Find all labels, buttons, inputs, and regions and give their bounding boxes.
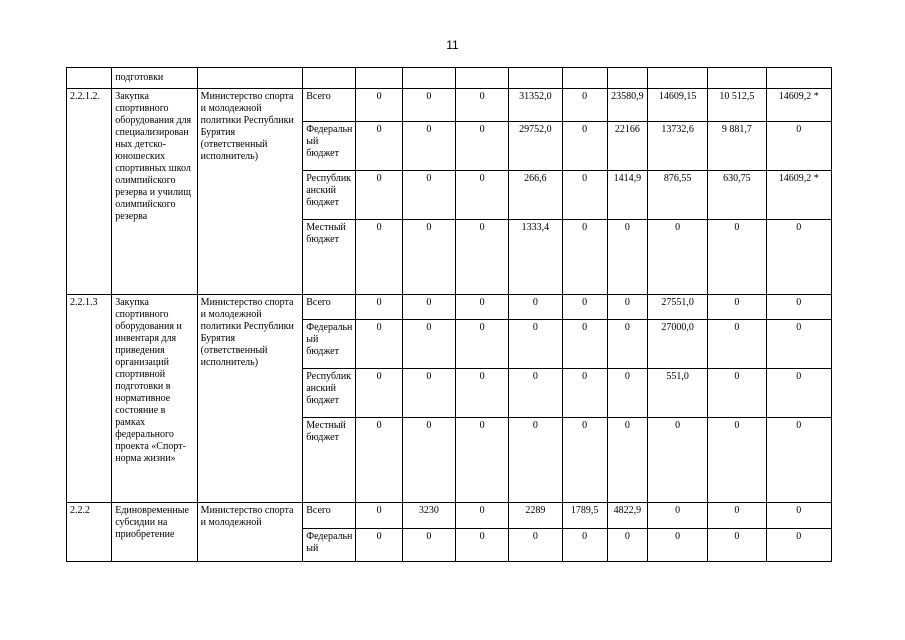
funding-source: Всего <box>303 295 356 320</box>
value-cell: 0 <box>562 418 607 503</box>
value-cell: 0 <box>402 171 455 220</box>
value-cell: 0 <box>766 220 831 295</box>
value-cell: 0 <box>402 418 455 503</box>
section-name: Закупка спортивного оборудования для специализированных детско-юношеских спортивных школ олимпийского резерва и училищ олимпийского резерва <box>112 89 197 295</box>
cont-name-cell: подготовки <box>112 68 197 89</box>
value-cell: 0 <box>455 503 508 529</box>
value-cell: 0 <box>708 295 766 320</box>
value-cell: 0 <box>402 122 455 171</box>
section-executor: Министерство спорта и молодежной политики Республики Бурятия (ответственный исполнитель) <box>197 89 303 295</box>
value-cell: 1333,4 <box>509 220 562 295</box>
value-cell: 0 <box>356 122 402 171</box>
value-cell: 0 <box>402 369 455 418</box>
value-cell: 0 <box>607 295 647 320</box>
value-cell: 0 <box>402 220 455 295</box>
value-cell: 0 <box>647 529 707 562</box>
value-cell: 0 <box>708 529 766 562</box>
value-cell: 0 <box>356 89 402 122</box>
page-number: 11 <box>446 38 459 52</box>
value-cell: 0 <box>766 122 831 171</box>
value-cell: 0 <box>356 418 402 503</box>
value-cell: 9 881,7 <box>708 122 766 171</box>
value-cell: 0 <box>509 369 562 418</box>
value-cell: 0 <box>562 320 607 369</box>
value-cell: 0 <box>356 529 402 562</box>
value-cell: 0 <box>509 418 562 503</box>
value-cell: 0 <box>766 418 831 503</box>
value-cell: 10 512,5 <box>708 89 766 122</box>
value-cell: 551,0 <box>647 369 707 418</box>
value-cell: 0 <box>562 89 607 122</box>
value-cell: 14609,15 <box>647 89 707 122</box>
value-cell: 0 <box>455 529 508 562</box>
value-cell: 14609,2 * <box>766 89 831 122</box>
value-cell: 0 <box>607 220 647 295</box>
value-cell: 0 <box>509 320 562 369</box>
value-cell: 0 <box>607 369 647 418</box>
cont-code-cell <box>67 68 112 89</box>
value-cell: 0 <box>607 418 647 503</box>
value-cell: 630,75 <box>708 171 766 220</box>
value-cell: 0 <box>562 529 607 562</box>
value-cell: 0 <box>607 529 647 562</box>
value-cell: 0 <box>766 295 831 320</box>
value-cell: 0 <box>509 295 562 320</box>
value-cell: 0 <box>455 220 508 295</box>
value-cell: 0 <box>766 503 831 529</box>
value-cell: 0 <box>402 295 455 320</box>
value-cell: 27000,0 <box>647 320 707 369</box>
value-cell: 0 <box>455 171 508 220</box>
value-cell: 0 <box>766 320 831 369</box>
value-cell: 27551,0 <box>647 295 707 320</box>
value-cell: 13732,6 <box>647 122 707 171</box>
value-cell: 31352,0 <box>509 89 562 122</box>
value-cell: 2289 <box>509 503 562 529</box>
section-name: Закупка спортивного оборудования и инвентаря для приведения организаций спортивной подготовки в нормативное состояние в рамках федерального проекта «Спорт-норма жизни» <box>112 295 197 503</box>
value-cell: 0 <box>356 320 402 369</box>
value-cell: 0 <box>766 529 831 562</box>
value-cell: 0 <box>562 220 607 295</box>
funding-source: Федеральный <box>303 529 356 562</box>
value-cell: 0 <box>455 295 508 320</box>
value-cell: 0 <box>356 171 402 220</box>
table-row <box>67 503 832 529</box>
value-cell: 0 <box>402 529 455 562</box>
value-cell: 0 <box>562 171 607 220</box>
value-cell: 0 <box>455 320 508 369</box>
value-cell: 0 <box>356 369 402 418</box>
value-cell: 0 <box>708 369 766 418</box>
value-cell: 1789,5 <box>562 503 607 529</box>
value-cell: 0 <box>562 295 607 320</box>
section-code: 2.2.2 <box>67 503 112 562</box>
value-cell: 0 <box>647 418 707 503</box>
value-cell: 266,6 <box>509 171 562 220</box>
value-cell: 0 <box>455 418 508 503</box>
funding-source: Всего <box>303 503 356 529</box>
value-cell: 876,55 <box>647 171 707 220</box>
value-cell: 0 <box>455 89 508 122</box>
value-cell: 0 <box>402 320 455 369</box>
value-cell: 23580,9 <box>607 89 647 122</box>
value-cell: 0 <box>455 122 508 171</box>
value-cell: 0 <box>455 369 508 418</box>
budget-table <box>66 67 832 562</box>
value-cell: 0 <box>607 320 647 369</box>
funding-source: Всего <box>303 89 356 122</box>
funding-source: Республиканский бюджет <box>303 171 356 220</box>
value-cell: 0 <box>647 220 707 295</box>
value-cell: 0 <box>708 503 766 529</box>
value-cell: 14609,2 * <box>766 171 831 220</box>
funding-source: Местный бюджет <box>303 220 356 295</box>
table-row <box>67 295 832 320</box>
section-executor: Министерство спорта и молодежной <box>197 503 303 562</box>
continuation-row <box>67 68 832 89</box>
value-cell: 1414,9 <box>607 171 647 220</box>
value-cell: 29752,0 <box>509 122 562 171</box>
value-cell: 22166 <box>607 122 647 171</box>
section-name: Единовременные субсидии на приобретение <box>112 503 197 562</box>
value-cell: 4822,9 <box>607 503 647 529</box>
section-code: 2.2.1.3 <box>67 295 112 503</box>
value-cell: 0 <box>708 418 766 503</box>
value-cell: 0 <box>356 503 402 529</box>
value-cell: 0 <box>647 503 707 529</box>
value-cell: 0 <box>402 89 455 122</box>
section-code: 2.2.1.2. <box>67 89 112 295</box>
value-cell: 3230 <box>402 503 455 529</box>
value-cell: 0 <box>766 369 831 418</box>
value-cell: 0 <box>356 295 402 320</box>
value-cell: 0 <box>708 320 766 369</box>
funding-source: Федеральный бюджет <box>303 320 356 369</box>
value-cell: 0 <box>708 220 766 295</box>
value-cell: 0 <box>356 220 402 295</box>
value-cell: 0 <box>562 369 607 418</box>
section-executor: Министерство спорта и молодежной политики Республики Бурятия (ответственный исполнитель) <box>197 295 303 503</box>
funding-source: Федеральный бюджет <box>303 122 356 171</box>
value-cell: 0 <box>562 122 607 171</box>
funding-source: Республиканский бюджет <box>303 369 356 418</box>
funding-source: Местный бюджет <box>303 418 356 503</box>
table-row <box>67 89 832 122</box>
value-cell: 0 <box>509 529 562 562</box>
